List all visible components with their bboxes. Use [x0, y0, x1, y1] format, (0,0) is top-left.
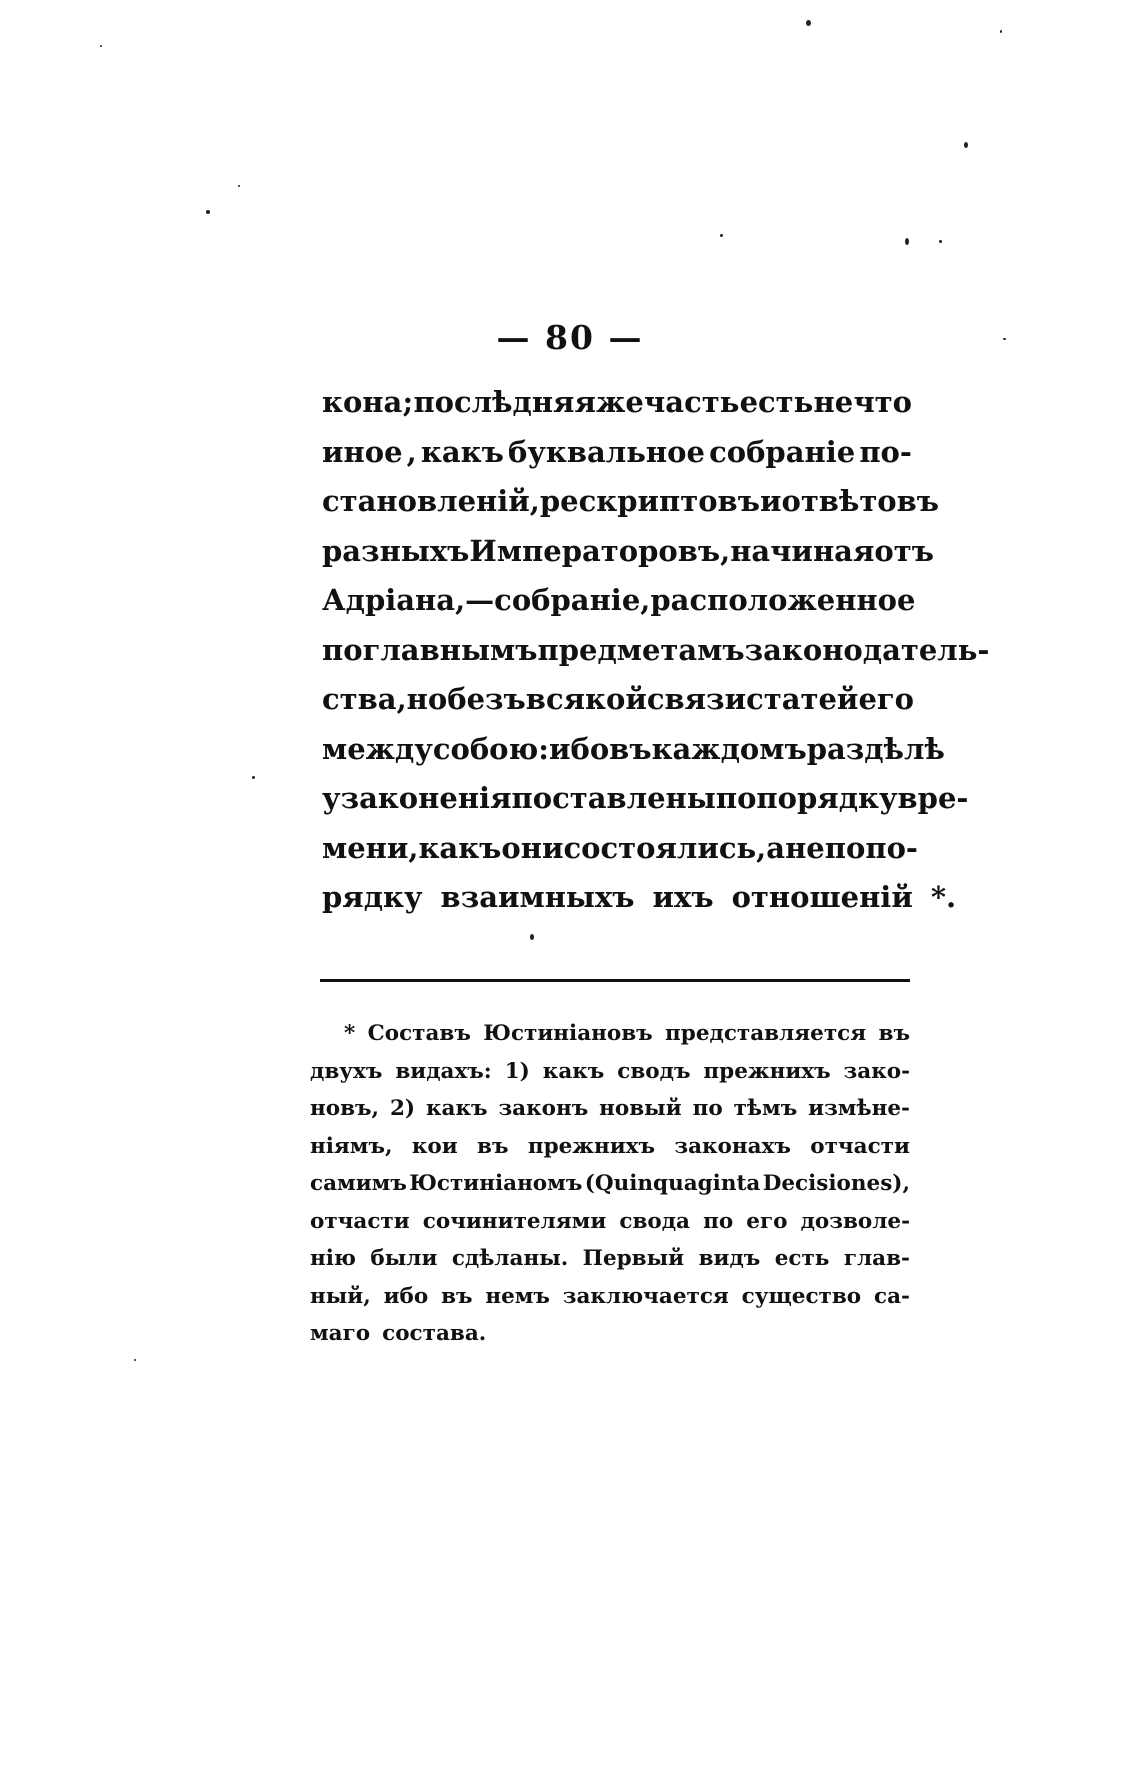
scan-speck: [1000, 30, 1002, 33]
scan-speck: [964, 142, 968, 148]
scan-speck: [238, 185, 240, 187]
footnote-line: отчасти сочинителями свода по его дозволе-: [310, 1208, 910, 1234]
body-line: кона ; послѣдняя же часть есть не что: [322, 385, 912, 419]
body-line: между собою: ибо въ каждомъ раздѣлѣ: [322, 731, 945, 766]
body-line: становленій , рескриптовъ и отвѣтовъ: [322, 484, 940, 518]
scan-speck: [939, 240, 942, 243]
body-line: мени, какъ они состоялись, а не по по-: [322, 830, 918, 865]
body-line: разныхъ Императоровъ, начиная отъ: [322, 533, 934, 568]
main-text: [322, 378, 990, 923]
scan-speck: [206, 210, 210, 214]
body-line: иное , какъ буквальное собраніе по-: [322, 434, 912, 469]
body-line: рядку взаимныхъ ихъ отношеній *.: [322, 880, 957, 914]
scan-speck: [720, 234, 723, 237]
footnote-line: * Составъ Юстиніановъ представляется въ: [344, 1021, 910, 1046]
footnote-line: новъ, 2) какъ законъ новый по тѣмъ измѣне-: [310, 1096, 910, 1121]
page-number: — 80 —: [496, 318, 644, 357]
scan-speck: [806, 20, 811, 26]
footnote-line: двухъ видахъ: 1) какъ сводъ прежнихъ зако-: [310, 1058, 910, 1084]
scan-speck: [1003, 338, 1006, 340]
scan-speck: [134, 1359, 136, 1361]
body-line: узаконенія поставлены по порядку вре-: [322, 781, 969, 815]
body-line: Адріана , — собраніе , расположенное: [322, 583, 916, 617]
footnote-line: ніямъ, кои въ прежнихъ законахъ отчасти: [310, 1133, 910, 1159]
footnote-line: маго состава.: [310, 1321, 487, 1346]
footnote: [310, 1015, 910, 1353]
scan-speck: [530, 934, 534, 940]
footnote-divider: [320, 979, 910, 982]
footnote-line: самимъ Юстиніаномъ (Quinquaginta Decisiones),: [310, 1171, 910, 1196]
scan-speck: [252, 776, 255, 779]
footnote-line: ный, ибо въ немъ заключается существо са-: [310, 1283, 910, 1309]
footnote-line: нію были сдѣланы. Первый видъ есть глав-: [310, 1246, 910, 1271]
body-line: по главнымъ предметамъ законодатель-: [322, 632, 990, 667]
scan-speck: [100, 45, 102, 47]
body-line: ства, но безъ всякой связи статей его: [322, 682, 915, 716]
scan-speck: [905, 238, 909, 245]
